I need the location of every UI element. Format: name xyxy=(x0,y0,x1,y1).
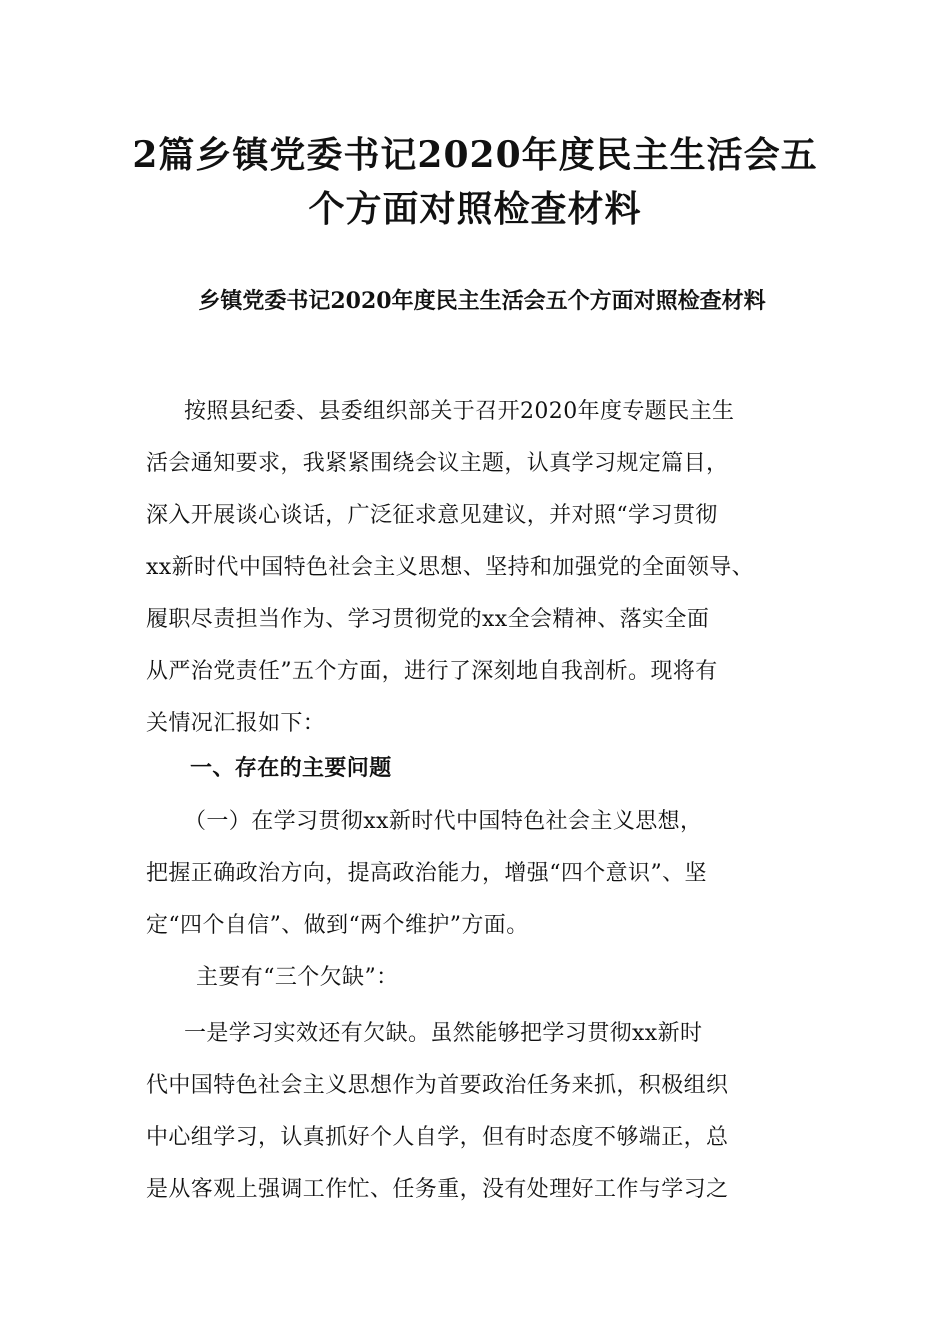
section-paragraph xyxy=(146,796,826,952)
document-title-line-2: 个方面对照检查材料 xyxy=(308,188,642,230)
paragraph-line: 代中国特色社会主义思想作为首要政治任务来抓，积极组织 xyxy=(146,1073,729,1098)
paragraph-line: 一是学习实效还有欠缺。虽然能够把学习贯彻xx新时 xyxy=(184,1021,703,1046)
document-title-line-1: 2篇乡镇党委书记2020年度民主生活会五 xyxy=(132,134,818,176)
summary-line: 主要有“三个欠缺”： xyxy=(196,965,399,990)
paragraph-line: 关情况汇报如下： xyxy=(146,711,326,736)
paragraph-line: 把握正确政治方向，提高政治能力，增强“四个意识”、坚 xyxy=(146,861,707,886)
paragraph-line: xx新时代中国特色社会主义思想、坚持和加强党的全面领导、 xyxy=(146,555,755,580)
paragraph-line: 活会通知要求，我紧紧围绕会议主题，认真学习规定篇目， xyxy=(146,451,729,476)
document-title xyxy=(0,128,950,236)
paragraph-line: 从严治党责任”五个方面，进行了深刻地自我剖析。现将有 xyxy=(146,659,718,684)
paragraph-line: 深入开展谈心谈话，广泛征求意见建议，并对照“学习贯彻 xyxy=(146,503,718,528)
detail-paragraph xyxy=(146,1008,826,1216)
section-heading: 一、存在的主要问题 xyxy=(190,755,392,781)
paragraph-line: 是从客观上强调工作忙、任务重，没有处理好工作与学习之 xyxy=(146,1177,729,1202)
intro-paragraph xyxy=(146,386,826,750)
paragraph-line: 按照县纪委、县委组织部关于召开2020年度专题民主生 xyxy=(184,399,735,424)
paragraph-line: （一）在学习贯彻xx新时代中国特色社会主义思想， xyxy=(184,809,703,834)
paragraph-line: 定“四个自信”、做到“两个维护”方面。 xyxy=(146,913,529,938)
document-subtitle: 乡镇党委书记2020年度民主生活会五个方面对照检查材料 xyxy=(198,288,766,314)
paragraph-line: 中心组学习，认真抓好个人自学，但有时态度不够端正，总 xyxy=(146,1125,729,1150)
paragraph-line: 履职尽责担当作为、学习贯彻党的xx全会精神、落实全面 xyxy=(146,607,710,632)
